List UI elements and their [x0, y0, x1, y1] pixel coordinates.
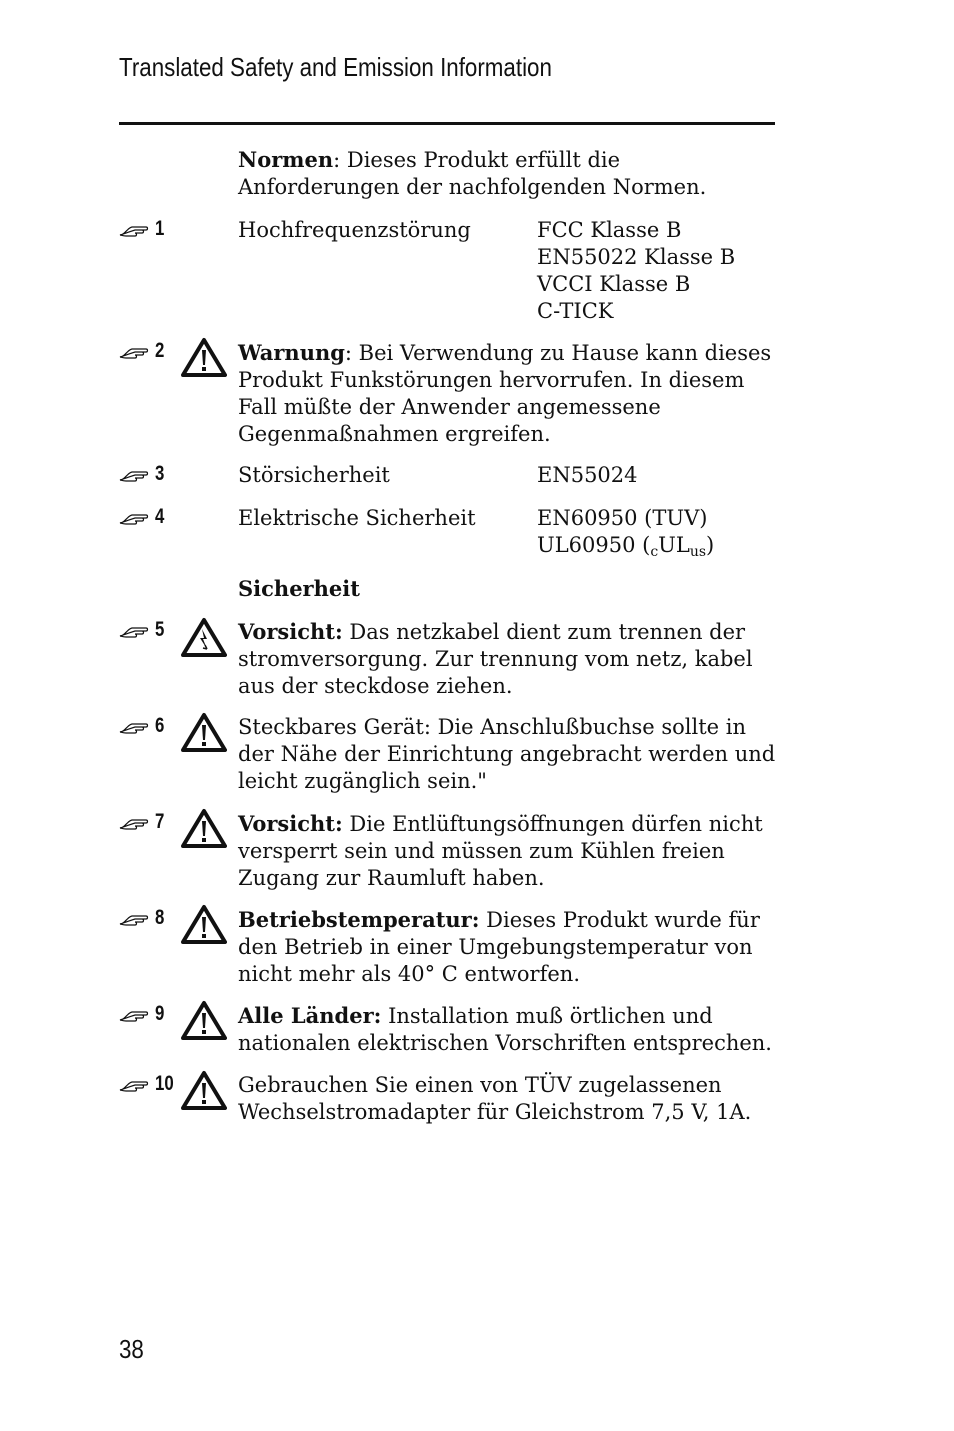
value-part: UL: [658, 533, 690, 557]
standard-value: [537, 532, 714, 559]
ref-number: 8: [155, 906, 165, 929]
row-1-label: Hochfrequenzstörung: [238, 218, 471, 242]
pointing-hand-icon: [119, 509, 151, 525]
ref-marker-5: [119, 618, 167, 642]
warning-triangle-icon: [181, 1000, 227, 1040]
ref-number: 5: [155, 618, 165, 641]
pointing-hand-icon: [119, 622, 151, 638]
pointing-hand-icon: [119, 466, 151, 482]
row-2-text: [238, 339, 783, 448]
row-3-value: EN55024: [537, 463, 638, 487]
pointing-hand-icon: [119, 814, 151, 830]
row-5-text: [238, 618, 783, 700]
warning-triangle-icon: [181, 808, 227, 848]
ref-marker-3: [119, 462, 167, 486]
electric-shock-warning-icon: [181, 617, 227, 657]
ref-number: 10: [155, 1072, 174, 1095]
row-9-text: [238, 1002, 783, 1057]
caution-label: Vorsicht:: [238, 811, 343, 836]
ref-marker-10: [119, 1072, 178, 1096]
value-part: ): [706, 533, 715, 557]
row-4-label: Elektrische Sicherheit: [238, 506, 476, 530]
intro-paragraph: [238, 146, 783, 201]
ref-marker-6: [119, 714, 167, 738]
intro-text: : Dieses Produkt erfüllt die Anforderungen der nachfolgenden Normen.: [238, 148, 707, 199]
row-7-text: [238, 810, 783, 892]
ref-marker-9: [119, 1002, 167, 1026]
countries-label: Alle Länder:: [238, 1003, 382, 1028]
standard-value: EN55022 Klasse B: [537, 245, 736, 269]
ref-marker-2: [119, 339, 167, 363]
temperature-text: Dieses Produkt wurde für den Betrieb in einer Umgebungstemperatur von nicht mehr als 40° C entworfen.: [238, 908, 760, 986]
ref-number: 2: [155, 339, 165, 362]
intro-bold: Normen: [238, 147, 334, 172]
row-3-label: Störsicherheit: [238, 463, 390, 487]
warning-text: : Bei Verwendung zu Hause kann dieses Produkt Funkstörungen hervorrufen. In diesem Fall müßte der Anwender angemessene Gegenmaßnahmen ergreifen.: [238, 341, 772, 446]
value-sub: c: [650, 544, 659, 560]
pointing-hand-icon: [119, 343, 151, 359]
row-1-values: [537, 217, 735, 325]
warning-triangle-icon: [181, 904, 227, 944]
header-rule: [119, 122, 775, 125]
caution-text: Die Entlüftungsöffnungen dürfen nicht versperrt sein und müssen zum Kühlen freien Zugang zur Raumluft haben.: [238, 812, 763, 890]
section-heading: Sicherheit: [238, 576, 360, 601]
ref-number: 9: [155, 1002, 165, 1025]
row-4-values: [537, 505, 714, 559]
caution-text: Das netzkabel dient zum trennen der stromversorgung. Zur trennung vom netz, kabel aus der steckdose ziehen.: [238, 620, 753, 698]
row-10-text: Gebrauchen Sie einen von TÜV zugelassenen Wechselstromadapter für Gleichstrom 7,5 V, 1A.: [238, 1073, 752, 1124]
warning-label: Warnung: [238, 340, 345, 365]
warning-triangle-icon: [181, 337, 227, 377]
ref-marker-7: [119, 810, 167, 834]
pointing-hand-icon: [119, 718, 151, 734]
standard-value: C-TICK: [537, 299, 614, 323]
row-6-text: Steckbares Gerät: Die Anschlußbuchse sollte in der Nähe der Einrichtung angebracht werden und leicht zugänglich sein.": [238, 715, 776, 793]
ref-number: 3: [155, 462, 165, 485]
page-number: 38: [119, 1334, 144, 1364]
ref-marker-8: [119, 906, 167, 930]
warning-triangle-icon: [181, 712, 227, 752]
value-sub: us: [689, 544, 707, 560]
temperature-label: Betriebstemperatur:: [238, 907, 480, 932]
pointing-hand-icon: [119, 910, 151, 926]
pointing-hand-icon: [119, 1076, 151, 1092]
row-8-text: [238, 906, 783, 988]
warning-triangle-icon: [181, 1070, 227, 1110]
value-part: UL60950 (: [537, 533, 651, 557]
ref-number: 6: [155, 714, 165, 737]
ref-marker-4: [119, 505, 167, 529]
caution-label: Vorsicht:: [238, 619, 343, 644]
ref-number: 1: [155, 217, 165, 240]
pointing-hand-icon: [119, 1006, 151, 1022]
ref-marker-1: [119, 217, 167, 241]
page-header: Translated Safety and Emission Information: [119, 52, 552, 82]
standard-value: FCC Klasse B: [537, 218, 682, 242]
ref-number: 4: [155, 505, 165, 528]
ref-number: 7: [155, 810, 165, 833]
standard-value: VCCI Klasse B: [537, 272, 691, 296]
pointing-hand-icon: [119, 221, 151, 237]
standard-value: EN60950 (TUV): [537, 506, 708, 530]
countries-text: Installation muß örtlichen und nationalen elektrischen Vorschriften entsprechen.: [238, 1004, 772, 1055]
